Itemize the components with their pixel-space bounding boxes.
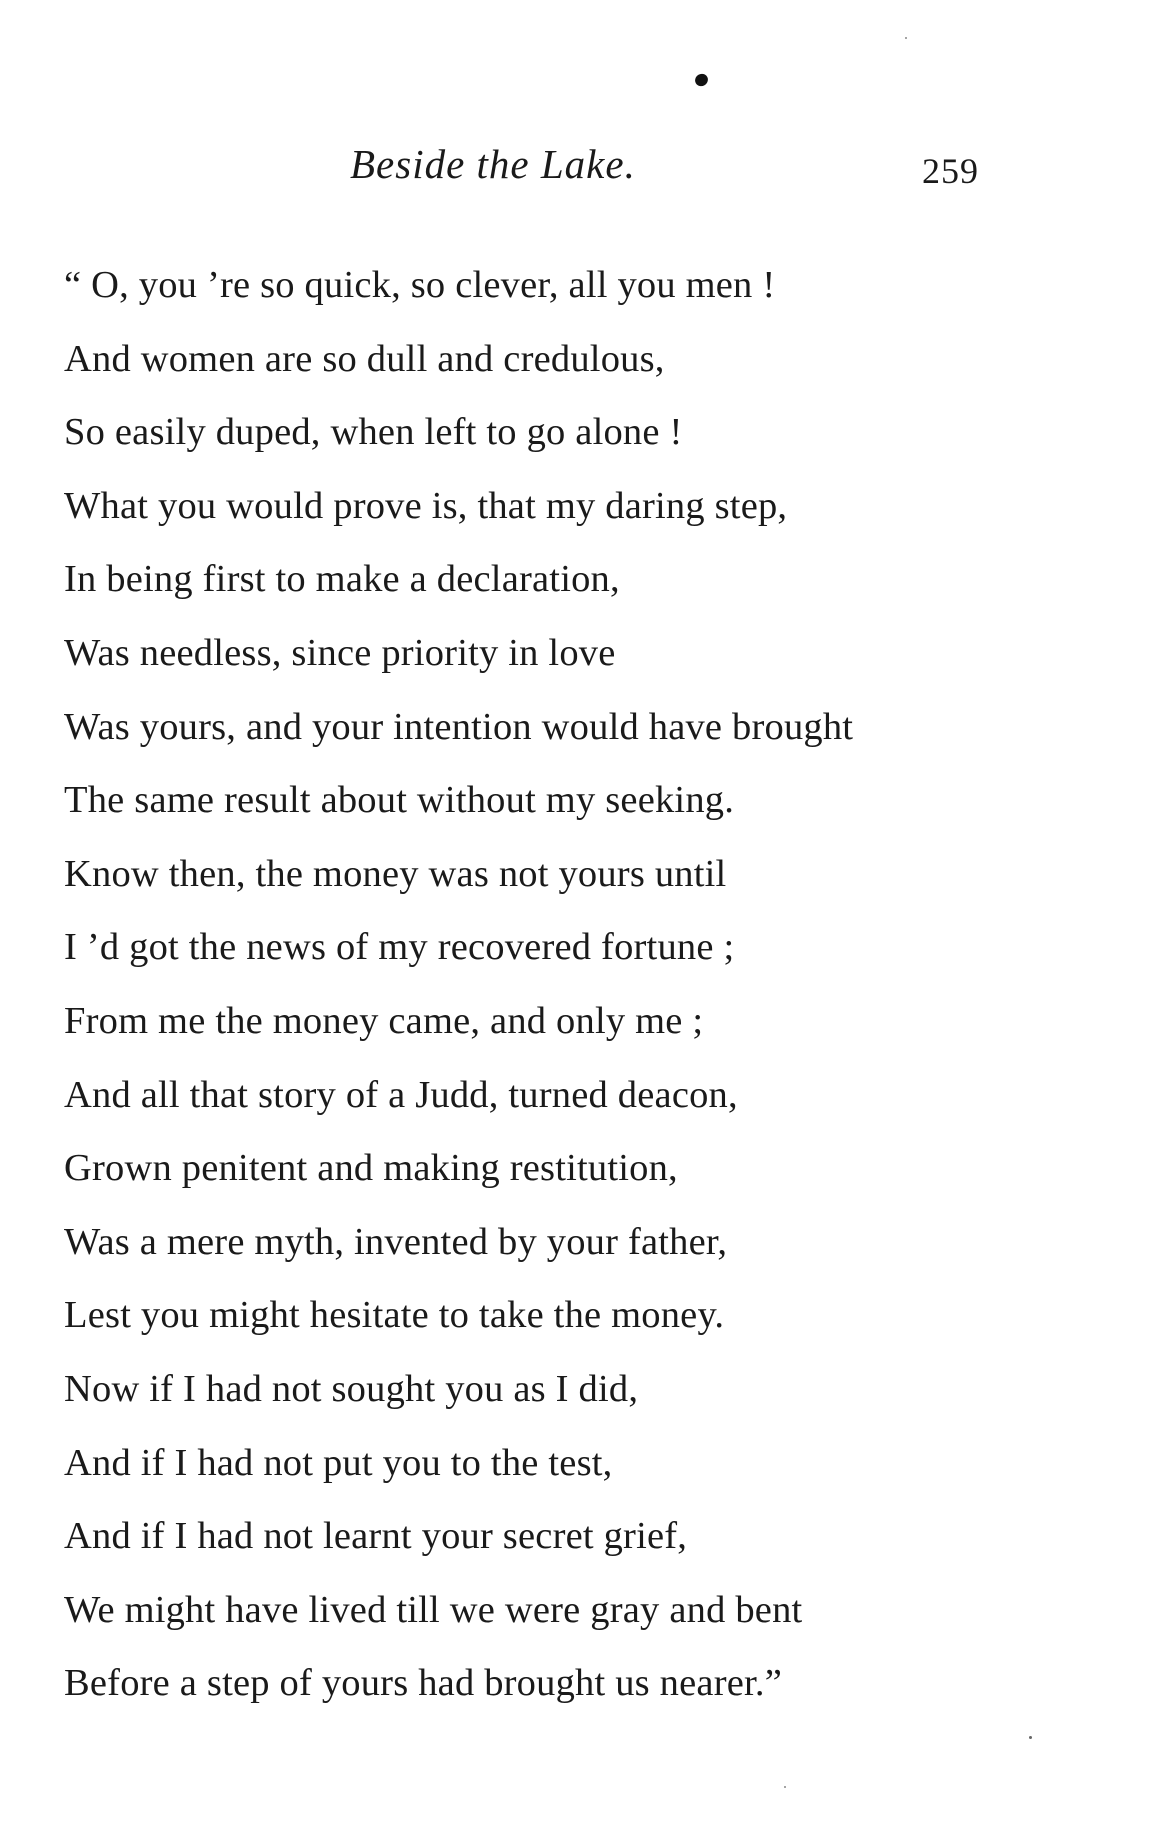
poem-line: Lest you might hesitate to take the money. [64, 1294, 725, 1337]
poem-line: In being first to make a declaration, [64, 558, 620, 601]
ink-speck [693, 72, 710, 89]
poem-line: Know then, the money was not yours until [64, 852, 727, 895]
poem-line: Before a step of yours had brought us nearer.” [64, 1662, 783, 1705]
page-number: 259 [922, 151, 979, 191]
poem-text [64, 255, 853, 1727]
poem-line: “ O, you ’re so quick, so clever, all you men ! [64, 264, 776, 306]
poem-line: And if I had not learnt your secret grief, [64, 1515, 688, 1558]
poem-line: We might have lived till we were gray and bent [64, 1588, 803, 1631]
poem-line: And women are so dull and credulous, [64, 337, 665, 380]
ink-speck [905, 37, 907, 39]
poem-line: Was a mere myth, invented by your father, [64, 1220, 728, 1263]
poem-line: Grown penitent and making restitution, [64, 1147, 678, 1190]
poem-line: What you would prove is, that my daring step, [64, 484, 788, 527]
poem-line: From me the money came, and only me ; [64, 999, 704, 1042]
ink-speck [784, 1786, 786, 1788]
poem-line: Was needless, since priority in love [64, 631, 616, 674]
poem-line: The same result about without my seeking. [64, 779, 735, 822]
poem-line: And if I had not put you to the test, [64, 1441, 613, 1484]
ink-speck [1029, 1736, 1032, 1739]
poem-line: Now if I had not sought you as I did, [64, 1367, 639, 1410]
poem-line: And all that story of a Judd, turned deacon, [64, 1073, 738, 1116]
running-title: Beside the Lake. [350, 141, 636, 187]
poem-line: I ’d got the news of my recovered fortune ; [64, 926, 735, 969]
poem-line: Was yours, and your intention would have brought [64, 705, 854, 748]
poem-line: So easily duped, when left to go alone ! [64, 411, 683, 454]
